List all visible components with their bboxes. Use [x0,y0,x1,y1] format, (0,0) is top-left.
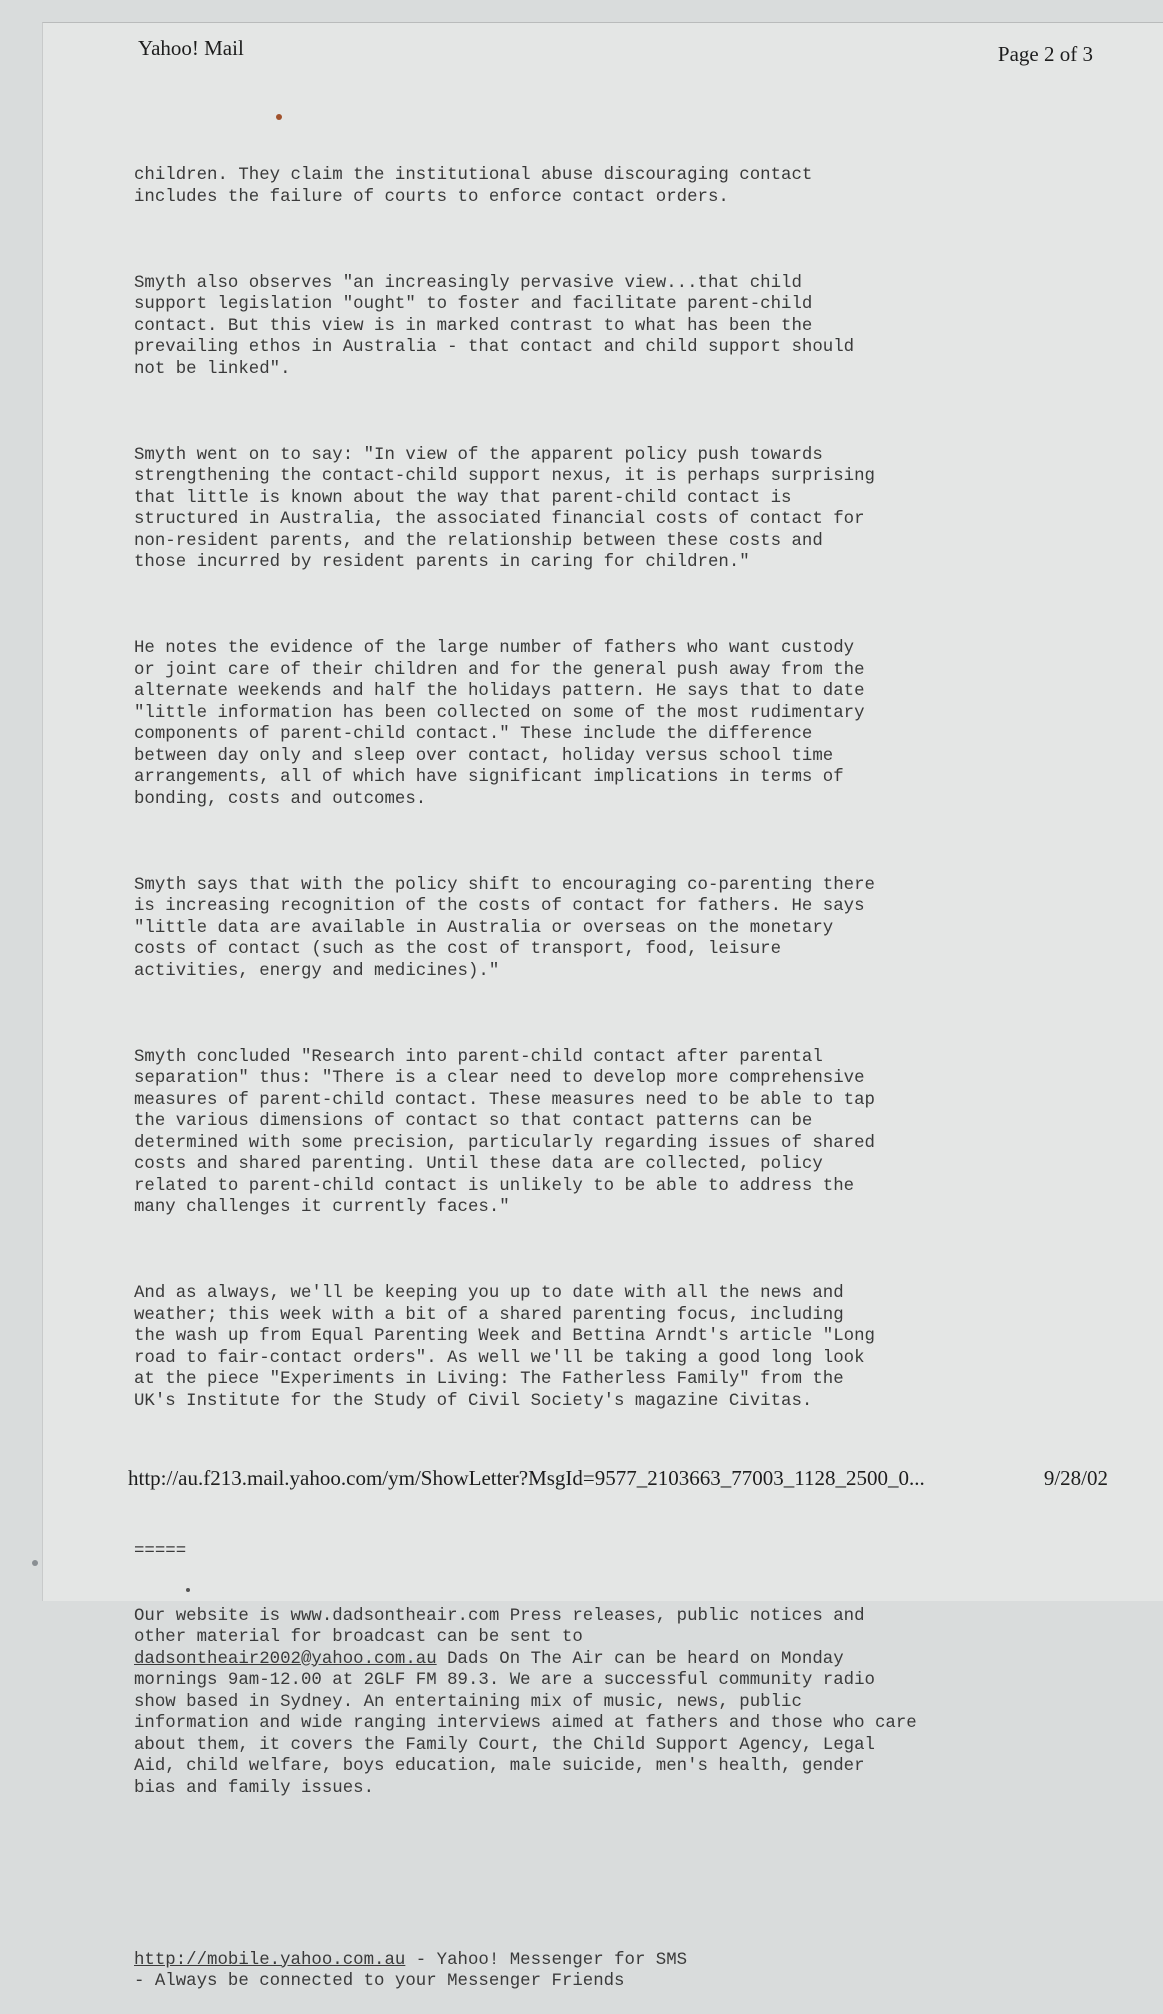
ink-speck [276,114,282,120]
paragraph-5: Smyth says that with the policy shift to encouraging co-parenting there is increasing recognition of the costs of contact for fathers. He says "little data are available in Australia or overseas on the monetary costs of contact (such as the cost of transport, food, leisure activities, energy and medicines)." [134,875,875,981]
signature-line-2: Dads On The Air can be heard on Monday mornings 9am-12.00 at 2GLF FM 89.3. We are a successful community radio show based in Sydney. An entertaining mix of music, news, public information and wide ranging interviews aimed at fathers and those who care about them, it covers the Family Court, the Child Support Agency, Legal Aid, child welfare, boys education, male suicide, men's health, gender bias and family issues. [134,1649,917,1798]
mobile-yahoo-link[interactable]: http://mobile.yahoo.com.au [134,1950,406,1970]
app-title: Yahoo! Mail [138,36,244,60]
paragraph-3: Smyth went on to say: "In view of the apparent policy push towards strengthening the contact-child support nexus, it is perhaps surprising that little is known about the way that parent-child contact is structured in Australia, the associated financial costs of contact for non-resident parents, and the relationship between these costs and those incurred by resident parents in caring for children." [134,445,875,572]
footer-date: 9/28/02 [1043,1466,1108,1490]
paragraph-6: Smyth concluded "Research into parent-child contact after parental separation" thus: "There is a clear need to develop more comprehensive measures of parent-child contact. These measures need to be able to tap the various dimensions of contact so that contact patterns can be determined with some precision, particularly regarding issues of shared costs and shared parenting. Until these data are collected, policy related to parent-child contact is unlikely to be able to address the many challenges it currently faces." [134,1047,875,1217]
paragraph-4: He notes the evidence of the large number of fathers who want custody or joint care of their children and for the general push away from the alternate weekends and half the holidays pattern. He says that to date "little information has been collected on some of the most rudimentary components of parent-child contact." These include the difference between day only and sleep over contact, holiday versus school time arrangements, all of which have significant implications in terms of bonding, costs and outcomes. [134,639,865,809]
email-link[interactable]: dadsontheair2002@yahoo.com.au [134,1649,437,1669]
signature-divider: ===== [134,1542,187,1561]
paragraph-2: Smyth also observes "an increasingly pervasive view...that child support legislation "ought" to foster and facilitate parent-child contact. But this view is in marked contrast to what has been the prevailing ethos in Australia - that contact and child support should not be linked". [134,273,855,379]
promo-text [134,1950,1034,1993]
footer-url: http://au.f213.mail.yahoo.com/ym/ShowLetter?MsgId=9577_2103663_77003_1128_2500_0... [128,1466,925,1490]
signature-line-1: Our website is www.dadsontheair.com Press releases, public notices and other material for broadcast can be sent to [134,1606,865,1647]
paragraph-1: children. They claim the institutional abuse discouraging contact includes the failure of courts to enforce contact orders. [134,166,813,207]
paragraph-7: And as always, we'll be keeping you up to date with all the news and weather; this week with a bit of a shared parenting focus, including the wash up from Equal Parenting Week and Bettina Arndt's article "Long road to fair-contact orders". As well we'll be taking a good long look at the piece "Experiments in Living: The Fatherless Family" from the UK's Institute for the Study of Civil Society's magazine Civitas. [134,1284,875,1411]
signature-text [134,1606,1034,1800]
scan-speck [32,1560,38,1566]
email-body [134,122,1034,2014]
spacer [134,1885,1034,1907]
page-number: Page 2 of 3 [997,42,1093,66]
promo-tagline: - Yahoo! Messenger for SMS - Always be connected to your Messenger Friends [134,1950,688,1991]
scan-speck [186,1588,190,1592]
signature-block [134,1498,1034,1842]
print-footer [128,1466,1108,1491]
